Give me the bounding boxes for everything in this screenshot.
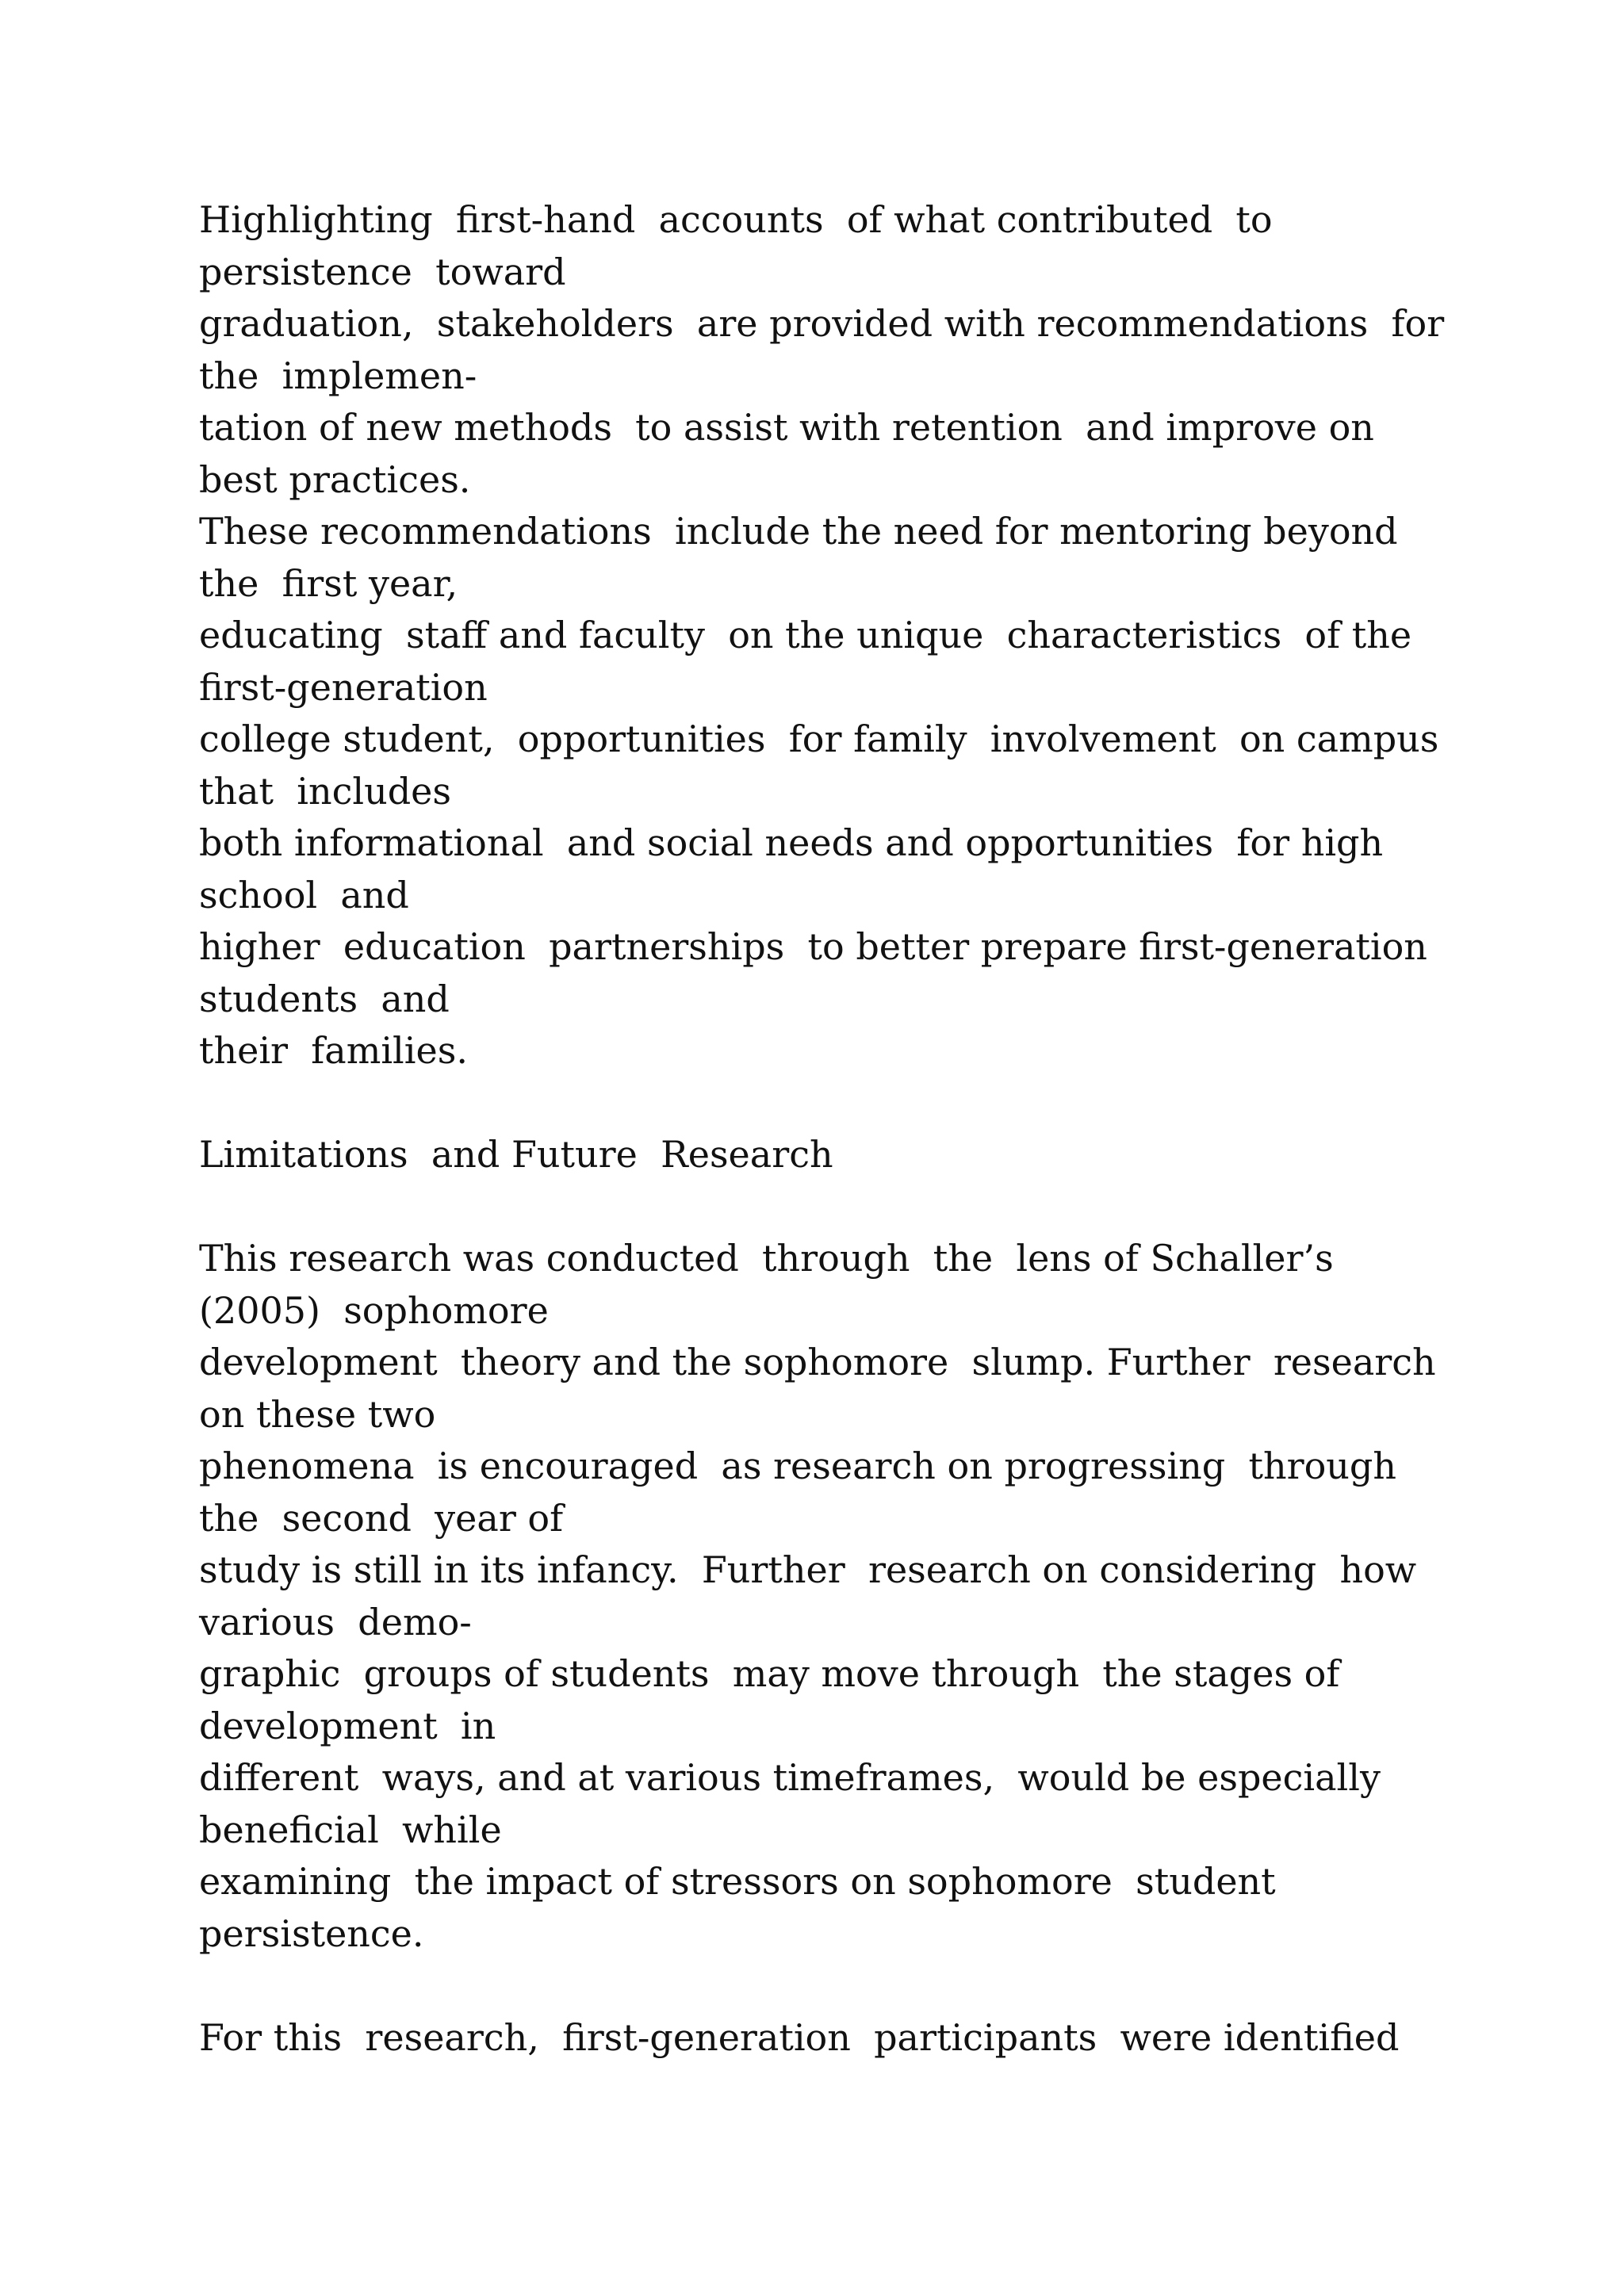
text-line: tation of new methods to assist with retention and improve on — [199, 406, 1374, 449]
text-line: different ways, and at various timeframes, would be especially — [199, 1756, 1381, 1799]
paragraph-spacer — [199, 1077, 1507, 1130]
text-line: persistence toward — [199, 250, 566, 293]
text-line: students and — [199, 977, 450, 1020]
paragraph-retention-recommendations — [199, 194, 1507, 1077]
paragraph-first-generation-participants — [199, 2012, 1507, 2064]
text-line: For this research, first-generation participants were identified — [199, 2015, 1400, 2059]
text-line: This research was conducted through the lens of Schaller’s — [199, 1237, 1334, 1280]
text-line: persistence. — [199, 1911, 424, 1955]
text-line: graduation, stakeholders are provided with recommendations for — [199, 302, 1445, 345]
text-line: on these two — [199, 1392, 436, 1436]
text-line: graphic groups of students may move through the stages of — [199, 1652, 1340, 1695]
text-line: first-generation — [199, 665, 488, 709]
text-line: study is still in its infancy. Further research on considering how — [199, 1548, 1417, 1591]
document-body — [199, 194, 1507, 2064]
text-line: These recommendations include the need for mentoring beyond — [199, 510, 1398, 553]
text-line: development in — [199, 1704, 496, 1747]
text-line: college student, opportunities for family involvement on campus — [199, 718, 1439, 760]
paragraph-spacer — [199, 1960, 1507, 2012]
text-line: examining the impact of stressors on sophomore student — [199, 1860, 1276, 1903]
text-line: development theory and the sophomore slump. Further research — [199, 1341, 1436, 1383]
text-line: the second year of — [199, 1496, 564, 1540]
paragraph-spacer — [199, 1181, 1507, 1234]
text-line: educating staff and faculty on the unique characteristics of the — [199, 614, 1412, 656]
text-line: school and — [199, 873, 409, 916]
text-line: higher education partnerships to better prepare first-generation — [199, 925, 1427, 968]
text-line: best practices. — [199, 457, 471, 501]
text-line: both informational and social needs and opportunities for high — [199, 821, 1384, 864]
text-line: various demo- — [199, 1600, 472, 1644]
paragraph-future-research — [199, 1233, 1507, 1960]
text-line: their families. — [199, 1029, 468, 1072]
text-line: the first year, — [199, 561, 458, 605]
section-heading: Limitations and Future Research — [199, 1133, 833, 1176]
text-line: that includes — [199, 769, 451, 813]
text-line: phenomena is encouraged as research on progressing through — [199, 1445, 1396, 1487]
text-line: the implemen- — [199, 354, 477, 397]
text-line: beneficial while — [199, 1808, 502, 1851]
text-line: (2005) sophomore — [199, 1288, 549, 1332]
text-line: Highlighting first-hand accounts of what contributed to — [199, 198, 1273, 241]
